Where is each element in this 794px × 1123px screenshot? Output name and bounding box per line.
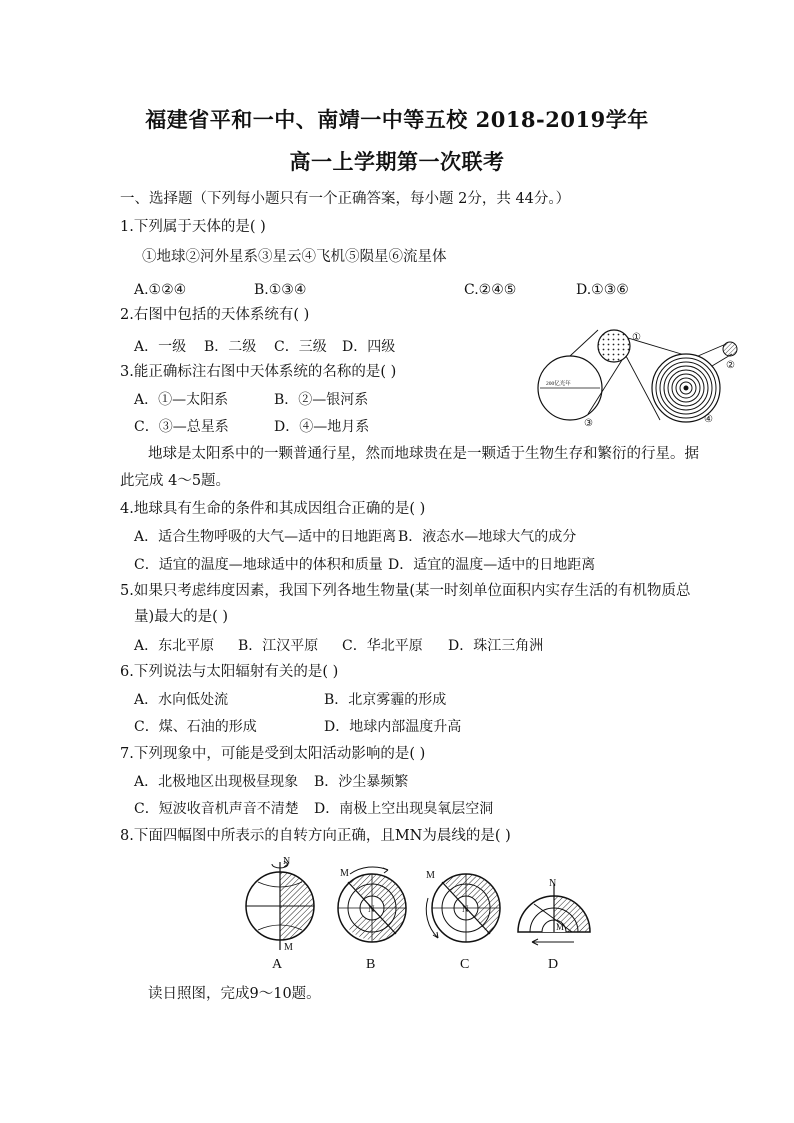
q5-option-a[interactable]: A．东北平原 [134, 638, 215, 654]
q4-option-d[interactable]: D．适宜的温度—适中的日地距离 [388, 557, 596, 573]
diagram-d-letter: D [548, 957, 559, 972]
q2-stem: 2.右图中包括的天体系统有( ) [120, 307, 310, 323]
q4-options-row2 [134, 555, 595, 575]
q2-option-d[interactable]: D．四级 [342, 339, 396, 355]
distance-label: 200亿光年 [546, 381, 571, 387]
system-circle-4 [652, 354, 720, 422]
q3-option-d[interactable]: D．④—地月系 [274, 419, 370, 435]
q4-option-a[interactable]: A．适合生物呼吸的大气—适中的日地距离 [134, 529, 397, 545]
q7-option-b[interactable]: B．沙尘暴频繁 [314, 774, 409, 790]
q4-stem: 4.地球具有生命的条件和其成因组合正确的是( ) [120, 501, 426, 517]
q8-stem: 8.下面四幅图中所表示的自转方向正确，且MN为晨线的是( ) [120, 828, 511, 844]
diagram-c-letter: C [460, 957, 470, 972]
label-3: ③ [584, 418, 593, 429]
q1-option-d[interactable]: D.①③⑥ [576, 282, 629, 298]
q2-option-a[interactable]: A．一级 [134, 339, 187, 355]
q1-option-a[interactable]: A.①②④ [134, 282, 187, 298]
section-heading: 一、选择题（下列每小题只有一个正确答案，每小题 2分，共 44分。） [120, 191, 571, 207]
q6-option-a[interactable]: A．水向低处流 [134, 692, 229, 708]
q4-option-b[interactable]: B．液态水—地球大气的成分 [398, 529, 577, 545]
diagram-a[interactable] [246, 856, 314, 972]
q5-option-d[interactable]: D．珠江三角洲 [448, 638, 544, 654]
diagram-b-letter: B [366, 957, 376, 972]
q3-option-c[interactable]: C．③—总星系 [134, 419, 229, 435]
exam-title-line1: 福建省平和一中、南靖一中等五校 2018-2019学年 [145, 107, 649, 132]
q3-option-a[interactable]: A．①—太阳系 [134, 392, 229, 408]
q7-option-c[interactable]: C．短波收音机声音不清楚 [134, 801, 299, 817]
q2-option-b[interactable]: B．二级 [204, 339, 257, 355]
q1-options [134, 280, 629, 300]
label-2: ② [726, 360, 735, 371]
diagram-c[interactable] [426, 870, 500, 972]
q6-option-b[interactable]: B．北京雾霾的形成 [324, 692, 447, 708]
diagram-a-letter: A [272, 957, 283, 972]
q6-options-row2 [134, 717, 461, 737]
diagram-b[interactable] [338, 867, 406, 972]
q1-items: ①地球②河外星系③星云④飞机⑤陨星⑥流星体 [142, 249, 447, 265]
label-4: ④ [704, 414, 713, 425]
diagram-a-m-label: M [284, 942, 293, 953]
diagram-d-n-label: N [549, 878, 557, 889]
passage1-line2: 此完成 4～5题。 [120, 473, 231, 489]
celestial-systems-figure [536, 322, 750, 434]
q5-option-b[interactable]: B．江汉平原 [238, 638, 319, 654]
q3-option-b[interactable]: B．②—银河系 [274, 392, 369, 408]
q6-option-d[interactable]: D．地球内部温度升高 [324, 719, 462, 735]
q5-options [134, 636, 543, 656]
q7-option-a[interactable]: A．北极地区出现极昼现象 [134, 774, 299, 790]
q5-option-c[interactable]: C．华北平原 [342, 638, 423, 654]
passage2-line1: 读日照图，完成9～10题。 [148, 986, 321, 1002]
q2-option-c[interactable]: C．三级 [274, 339, 327, 355]
diagram-c-n-label: N [462, 904, 469, 914]
q1-option-c[interactable]: C.②④⑤ [464, 282, 517, 298]
q1-stem: 1.下列属于天体的是( ) [120, 219, 266, 235]
diagram-d[interactable] [518, 878, 590, 972]
q6-options-row1 [134, 690, 446, 710]
diagram-b-n-label: N [368, 904, 375, 914]
label-1: ① [632, 332, 641, 343]
q4-option-c[interactable]: C．适宜的温度—地球适中的体积和质量 [134, 557, 383, 573]
q5-stem-line1: 5.如果只考虑纬度因素，我国下列各地生物量(某一时刻单位面积内实存生活的有机物质总 [120, 583, 691, 599]
q7-option-d[interactable]: D．南极上空出现臭氧层空洞 [314, 801, 494, 817]
passage1-line1: 地球是太阳系中的一颗普通行星，然而地球贵在是一颗适于生物生存和繁衍的行星。据 [148, 446, 699, 462]
q6-stem: 6.下列说法与太阳辐射有关的是( ) [120, 664, 339, 680]
q6-option-c[interactable]: C．煤、石油的形成 [134, 719, 257, 735]
q4-options-row1 [134, 527, 576, 547]
q3-options-row1 [134, 390, 368, 410]
q1-option-b[interactable]: B.①③④ [254, 282, 307, 298]
q7-options-row2 [134, 799, 493, 819]
diagram-b-m-label: M [340, 868, 349, 879]
q7-stem: 7.下列现象中，可能是受到太阳活动影响的是( ) [120, 746, 426, 762]
diagram-a-n-label: N [283, 856, 291, 867]
q7-options-row1 [134, 772, 408, 792]
diagram-d-m-label: M [556, 922, 565, 932]
q3-options-row2 [134, 417, 369, 437]
diagram-c-m-label: M [426, 870, 435, 881]
q5-stem-line2: 量)最大的是( ) [134, 609, 229, 625]
q3-stem: 3.能正确标注右图中天体系统的名称的是( ) [120, 364, 397, 380]
exam-title-line2: 高一上学期第一次联考 [289, 149, 505, 174]
system-circle-2 [723, 342, 737, 356]
rotation-diagrams-figure [238, 854, 598, 974]
q2-options [134, 337, 395, 357]
system-circle-1 [598, 330, 630, 362]
